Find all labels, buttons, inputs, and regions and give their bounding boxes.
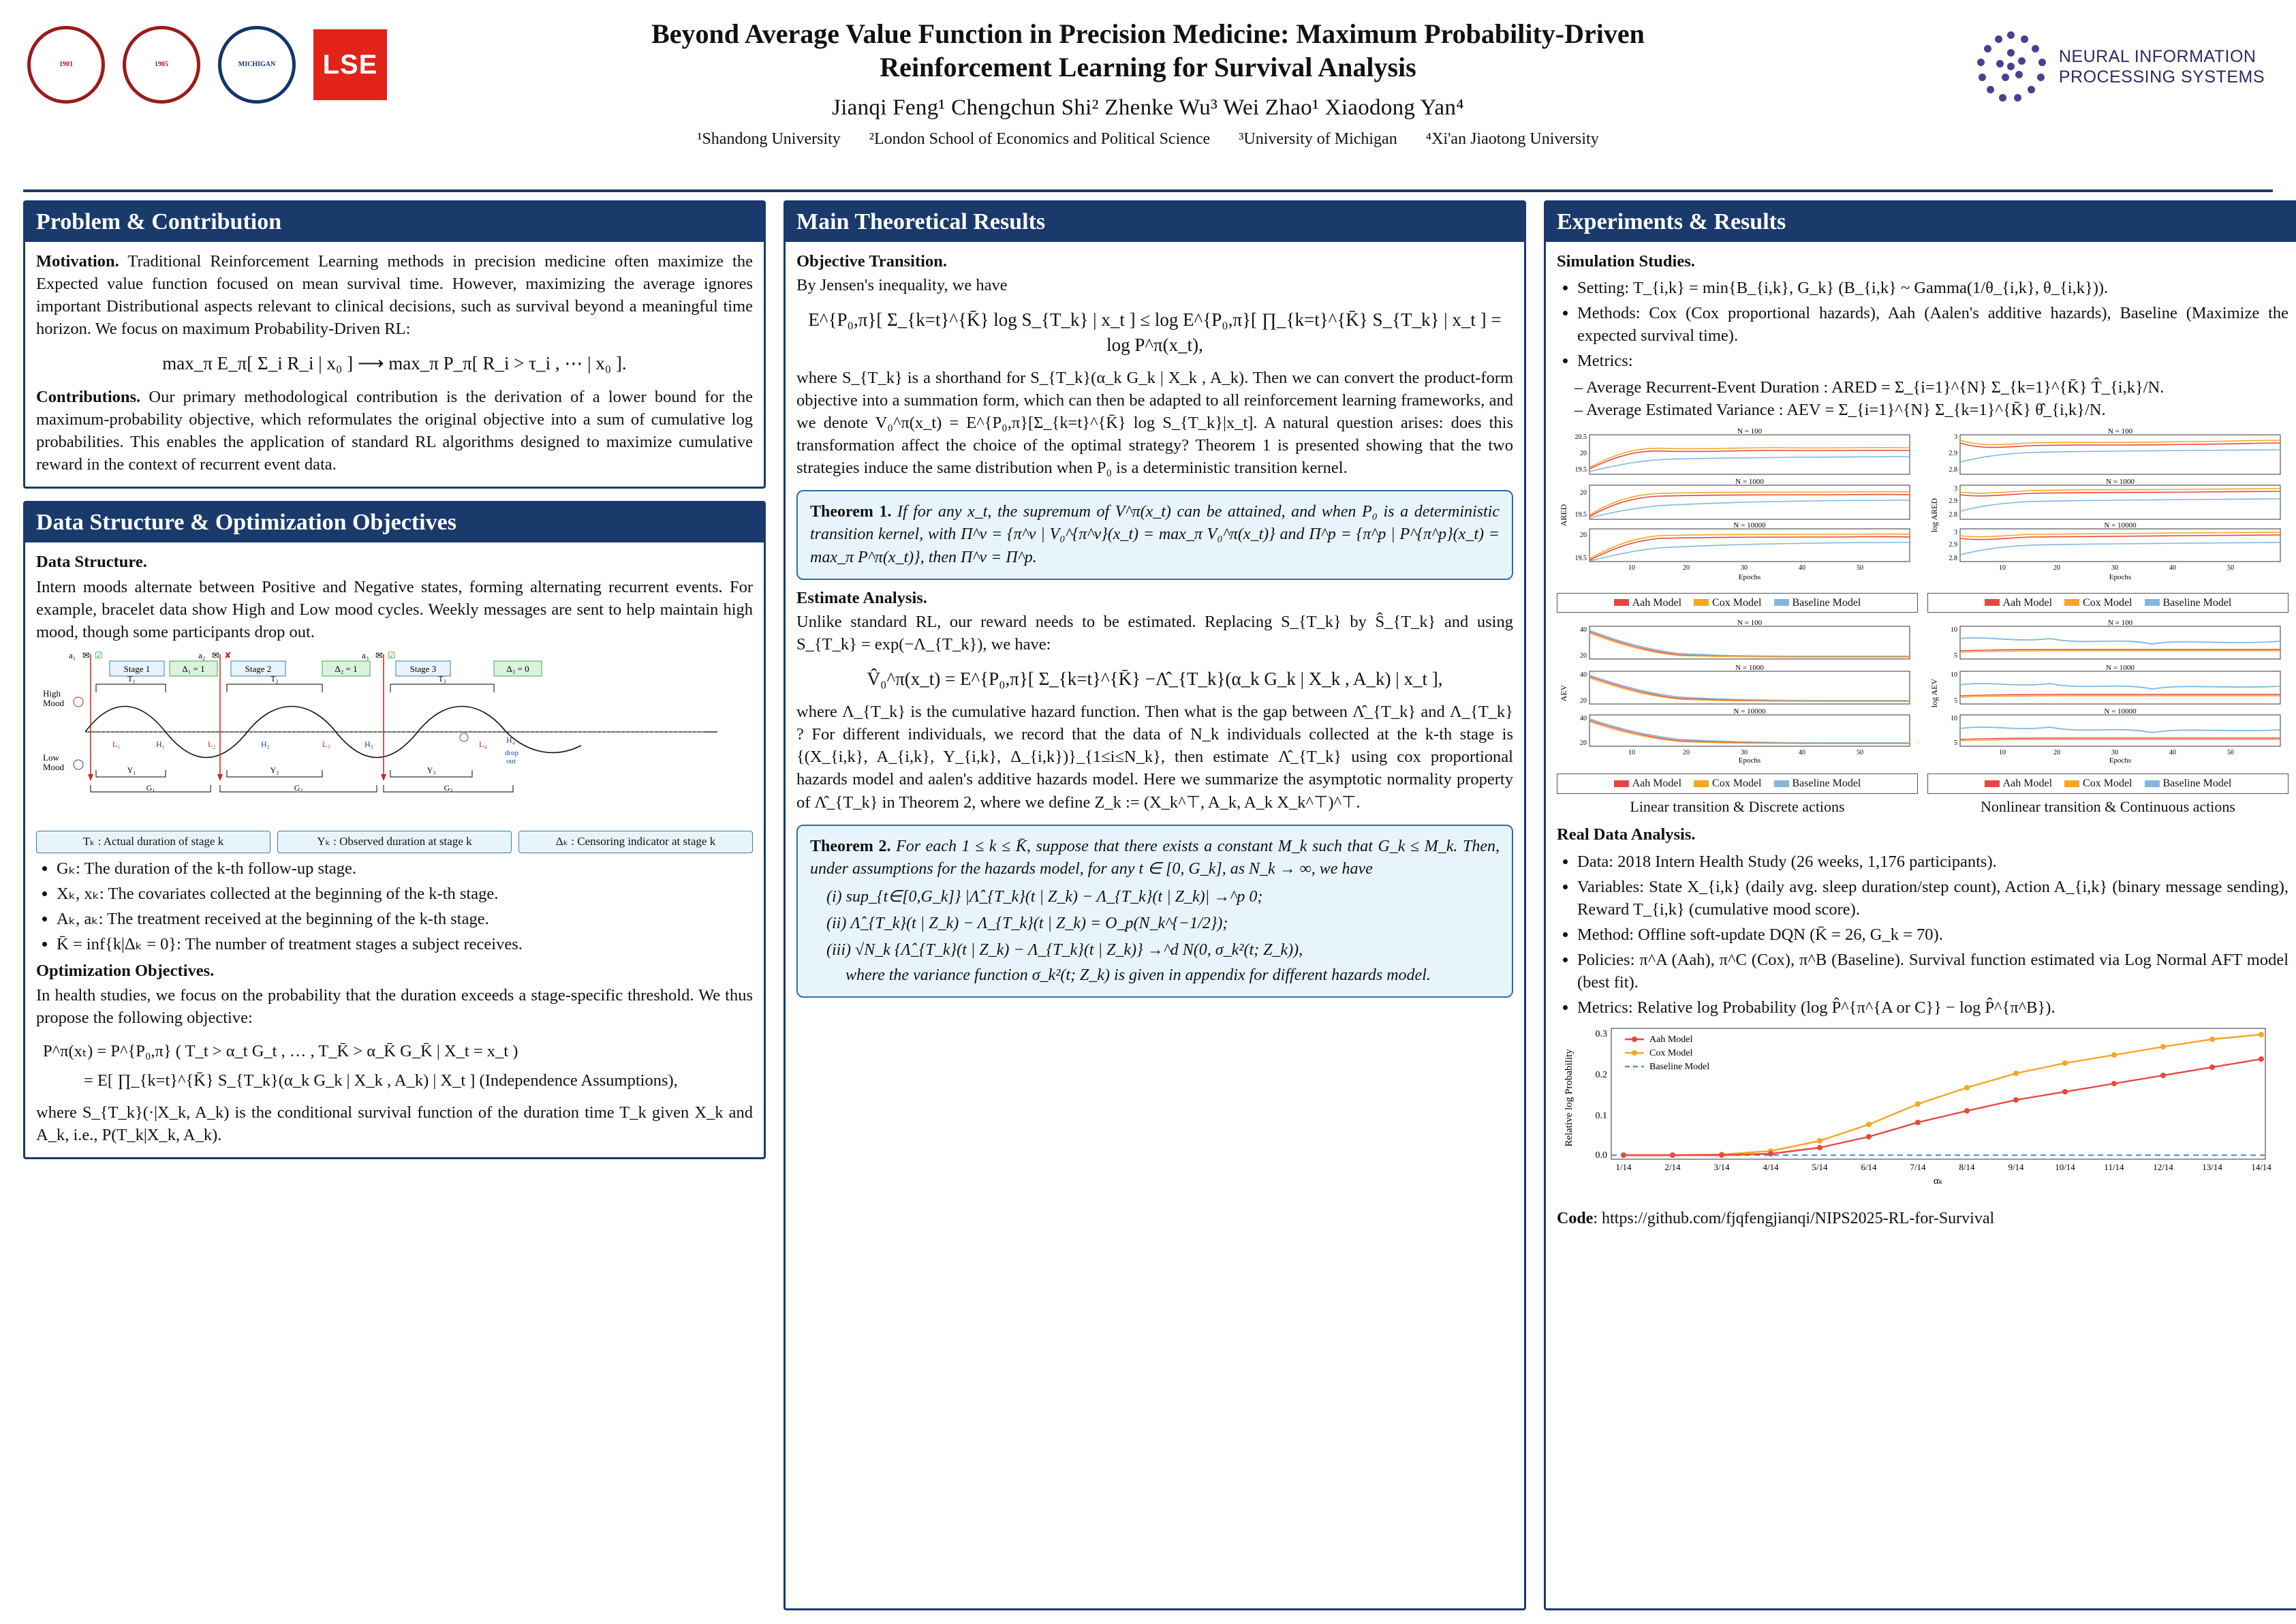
legend-label: Cox Model bbox=[1712, 596, 1762, 609]
legend-aah bbox=[1614, 776, 1681, 791]
svg-text:G₂: G₂ bbox=[294, 783, 303, 793]
simulation-metrics bbox=[1557, 376, 2289, 421]
theorem-2-item-i: (i) sup_{t∈[0,G_k]} |Λ̂_{T_k}(t | Z_k) − Λ_{T_k}(t | Z_k)| →^p 0; bbox=[826, 887, 1263, 906]
svg-text:2/14: 2/14 bbox=[1664, 1161, 1681, 1172]
svg-text:50: 50 bbox=[2227, 749, 2234, 757]
panel-experiments-results bbox=[1544, 200, 2296, 1610]
legend-label: Cox Model bbox=[2083, 596, 2132, 609]
legend-cox bbox=[2064, 776, 2132, 791]
svg-text:a₂: a₂ bbox=[198, 650, 206, 661]
svg-text:Mood: Mood bbox=[43, 762, 65, 773]
lse-logo bbox=[313, 29, 387, 100]
svg-text:H₃: H₃ bbox=[364, 739, 373, 750]
svg-text:4/14: 4/14 bbox=[1763, 1161, 1779, 1172]
code-label: Code bbox=[1557, 1210, 1594, 1227]
legend-logared-nonlinear bbox=[1927, 593, 2289, 613]
neurips-line-2: PROCESSING SYSTEMS bbox=[2058, 67, 2265, 87]
svg-text:20: 20 bbox=[1683, 749, 1690, 757]
svg-text:H₂: H₂ bbox=[261, 739, 270, 750]
affiliation-1: ¹Shandong University bbox=[697, 129, 841, 148]
svg-text:50: 50 bbox=[1857, 749, 1863, 757]
panel-title-experiments: Experiments & Results bbox=[1546, 202, 2296, 242]
panel-title-theory: Main Theoretical Results bbox=[786, 202, 1524, 242]
real-data-label: Real Data Analysis. bbox=[1557, 825, 1696, 844]
legend-item-T: Tₖ : Actual duration of stage k bbox=[36, 831, 270, 853]
objective-transition-label: Objective Transition. bbox=[796, 252, 947, 271]
svg-text:3: 3 bbox=[1954, 485, 1957, 493]
theorem-2-label: Theorem 2. bbox=[810, 837, 891, 855]
list-item: • Xₖ, xₖ: The covariates collected at the beginning of the k-th stage. bbox=[57, 883, 753, 905]
svg-text:10: 10 bbox=[1628, 749, 1635, 757]
svg-text:N = 10000: N = 10000 bbox=[1733, 521, 1766, 530]
svg-text:✘: ✘ bbox=[224, 650, 232, 661]
affiliation-4: ⁴Xi'an Jiaotong University bbox=[1425, 129, 1599, 148]
svg-text:19.5: 19.5 bbox=[1574, 466, 1587, 474]
svg-text:N = 100: N = 100 bbox=[2107, 427, 2133, 436]
estimate-analysis-label: Estimate Analysis. bbox=[796, 588, 927, 607]
affiliation-3: ³University of Michigan bbox=[1239, 129, 1397, 148]
logo-text: LSE bbox=[322, 49, 378, 80]
affiliation-2: ²London School of Economics and Political Science bbox=[869, 129, 1211, 148]
motivation-text: Traditional Reinforcement Learning methods in precision medicine often maximize the Expected value function focused on mean survival time. However, maximizing the average ignores important Distributional aspects relevant to clinical decisions, such as survival beyond a meaningful time horizon. We focus on maximum Probability-Driven RL: bbox=[36, 252, 753, 339]
svg-text:9/14: 9/14 bbox=[2008, 1161, 2024, 1172]
estimate-analysis-text: Unlike standard RL, our reward needs to be estimated. Replacing S_{T_k} by Ŝ_{T_k} and using S_{T_k} = exp(−Λ_{T_k}), we have: bbox=[796, 612, 1513, 654]
svg-text:ARED: ARED bbox=[1559, 504, 1568, 527]
svg-text:2.9: 2.9 bbox=[1949, 541, 1957, 549]
panel-body-problem bbox=[25, 242, 764, 487]
svg-text:40: 40 bbox=[1580, 715, 1587, 723]
estimate-equation: V̂₀^π(x_t) = E^{P₀,π}[ Σ_{k=t}^{K̄} −Λ̂_{T_k}(α_k G_k | X_k , A_k) | x_t ], bbox=[867, 668, 1443, 689]
svg-text:N = 100: N = 100 bbox=[1737, 619, 1763, 628]
legend-baseline bbox=[1774, 596, 1861, 611]
figure-caption-nonlinear: Nonlinear transition & Continuous actions bbox=[1981, 797, 2235, 815]
svg-text:5: 5 bbox=[1954, 697, 1957, 705]
svg-text:Stage 2: Stage 2 bbox=[245, 664, 272, 675]
neurips-wordmark bbox=[2059, 46, 2265, 87]
svg-text:L₃: L₃ bbox=[322, 739, 330, 750]
svg-text:20: 20 bbox=[1580, 739, 1587, 748]
neurips-line-1: NEURAL INFORMATION bbox=[2058, 47, 2256, 66]
svg-text:N = 1000: N = 1000 bbox=[2106, 478, 2135, 487]
theorem-1-label: Theorem 1. bbox=[810, 503, 892, 521]
svg-text:Δ₃ = 0: Δ₃ = 0 bbox=[506, 664, 529, 675]
column-middle bbox=[784, 200, 1526, 1610]
figure-logared-nonlinear bbox=[1927, 427, 2289, 613]
svg-text:14/14: 14/14 bbox=[2251, 1161, 2271, 1172]
svg-text:30: 30 bbox=[2111, 749, 2118, 757]
legend-aev-linear bbox=[1557, 773, 1918, 794]
svg-text:N = 10000: N = 10000 bbox=[2104, 521, 2137, 530]
svg-text:13/14: 13/14 bbox=[2202, 1161, 2222, 1172]
svg-text:Epochs: Epochs bbox=[2109, 756, 2132, 765]
legend-label: Cox Model bbox=[2083, 778, 2132, 790]
svg-text:N = 1000: N = 1000 bbox=[1735, 478, 1764, 487]
svg-text:☑: ☑ bbox=[95, 650, 103, 661]
svg-text:10: 10 bbox=[1951, 715, 1957, 723]
jensen-inequality-equation: E^{P₀,π}[ Σ_{k=t}^{K̄} log S_{T_k} | x_t ] ≤ log E^{P₀,π}[ ∏_{k=t}^{K̄} S_{T_k} | x_t ] = log P^π(x_t), bbox=[808, 309, 1502, 355]
list-item: • Variables: State X_{i,k} (daily avg. sleep duration/step count), Action A_{i,k} (binary message sending), Reward T_{i,k} (cumulative mood score). bbox=[1577, 876, 2289, 921]
svg-text:30: 30 bbox=[1741, 564, 1748, 572]
diagram-legend bbox=[36, 831, 753, 853]
svg-text:Y₂: Y₂ bbox=[270, 765, 279, 776]
svg-text:20: 20 bbox=[1580, 489, 1587, 497]
neurips-logo bbox=[1976, 31, 2265, 102]
svg-text:11/14: 11/14 bbox=[2104, 1161, 2124, 1172]
svg-text:G₃: G₃ bbox=[444, 783, 453, 793]
title-block bbox=[286, 0, 2010, 149]
theorem-1-text: If for any x_t, the supremum of V^π(x_t) can be attained, and when P₀ is a deterministic transition kernel, with Π^v = {π^v | V₀^{π^v}(x_t) = max_π V₀^π(x_t)} and Π^p = {π^p | P^{π^p}(x_t) = max_π P^π(x_t)}, then Π^v = Π^p. bbox=[810, 503, 1500, 566]
svg-text:✉: ✉ bbox=[212, 650, 219, 661]
legend-cox bbox=[2064, 596, 2132, 611]
legend-label: Baseline Model bbox=[2162, 596, 2232, 609]
figure-ared-linear bbox=[1557, 427, 1918, 613]
list-item: • Aₖ, aₖ: The treatment received at the beginning of the k-th stage. bbox=[57, 908, 753, 930]
svg-text:2.9: 2.9 bbox=[1949, 497, 1957, 506]
figure-logaev-nonlinear bbox=[1927, 618, 2289, 816]
figure-caption-linear: Linear transition & Discrete actions bbox=[1630, 797, 1845, 815]
list-item: • Method: Offline soft-update DQN (K̄ = 26, G_k = 70). bbox=[1577, 923, 2289, 946]
logo-text: 1901 bbox=[59, 60, 73, 68]
list-item: • Metrics: bbox=[1577, 350, 2289, 372]
relative-log-probability-svg bbox=[1557, 1023, 2279, 1193]
motivation-label: Motivation. bbox=[36, 252, 119, 271]
panel-body-data-structure bbox=[25, 542, 764, 1157]
panel-body-theory bbox=[786, 242, 1524, 1014]
svg-text:✉: ✉ bbox=[82, 650, 90, 661]
legend-aah bbox=[1985, 776, 2052, 791]
svg-text:AEV: AEV bbox=[1559, 684, 1568, 702]
contributions-label: Contributions. bbox=[36, 387, 141, 406]
svg-text:10: 10 bbox=[1628, 564, 1635, 572]
svg-text:out: out bbox=[506, 757, 516, 766]
logo-text: MICHIGAN bbox=[238, 60, 276, 68]
panel-title-data-structure: Data Structure & Optimization Objectives bbox=[25, 503, 764, 542]
svg-text:10/14: 10/14 bbox=[2055, 1161, 2075, 1172]
svg-text:N = 1000: N = 1000 bbox=[1735, 664, 1764, 673]
svg-text:Epochs: Epochs bbox=[1738, 573, 1761, 582]
optimization-objectives-text: In health studies, we focus on the probability that the duration exceeds a stage-specific threshold. We thus propose the following objective: bbox=[36, 985, 753, 1027]
legend-label: Aah Model bbox=[2002, 778, 2053, 790]
objective-equation-2: = E[ ∏_{k=t}^{K̄} S_{T_k}(α_k G_k | X_k , A_k) | X_t ] (Independence Assumptions), bbox=[84, 1071, 678, 1090]
title-line-2: Reinforcement Learning for Survival Analysis bbox=[880, 51, 1416, 82]
svg-text:L₁: L₁ bbox=[112, 739, 121, 750]
figure-relative-log-probability bbox=[1557, 1023, 2289, 1199]
legend-label: Cox Model bbox=[1712, 778, 1762, 790]
column-left bbox=[23, 200, 766, 1610]
legend-baseline bbox=[2145, 776, 2232, 791]
svg-text:1/14: 1/14 bbox=[1615, 1161, 1632, 1172]
objective-transition-after: where S_{T_k} is a shorthand for S_{T_k}(α_k G_k | X_k , A_k). Then we can convert the product-form objective into a summation form, which can then be adapted to all reinforcement learning frameworks, and we denote V₀^π(x_t) = E^{P₀,π}[Σ_{k=t}^{K̄} log S_{T_k}|x_t]. A natural question arises: does this transformation affect the choice of the optimal strategy? Theorem 1 is presented showing that the two strategies induce the same distribution when P₀ is a deterministic transition kernel. bbox=[796, 369, 1513, 478]
svg-text:☑: ☑ bbox=[388, 650, 396, 661]
svg-text:Baseline Model: Baseline Model bbox=[1649, 1061, 1710, 1072]
svg-text:40: 40 bbox=[1799, 564, 1805, 572]
svg-text:N = 10000: N = 10000 bbox=[2104, 707, 2137, 716]
header-divider bbox=[23, 189, 2273, 192]
svg-text:2.8: 2.8 bbox=[1949, 466, 1957, 474]
svg-text:0.0: 0.0 bbox=[1595, 1150, 1607, 1161]
svg-text:20.5: 20.5 bbox=[1574, 433, 1587, 442]
svg-text:20: 20 bbox=[1683, 564, 1690, 572]
legend-cox bbox=[1694, 776, 1761, 791]
problem-equation: max_π E_π[ Σ_i R_i | x₀ ] ⟶ max_π P_π[ R_i > τ_i , ⋯ | x₀ ]. bbox=[162, 353, 627, 374]
svg-text:N = 100: N = 100 bbox=[2107, 619, 2133, 628]
data-structure-label: Data Structure. bbox=[36, 552, 147, 571]
legend-label: Baseline Model bbox=[1792, 778, 1861, 790]
svg-text:5/14: 5/14 bbox=[1812, 1161, 1828, 1172]
svg-text:Epochs: Epochs bbox=[2109, 573, 2132, 582]
svg-text:a₁: a₁ bbox=[69, 650, 76, 661]
svg-text:20: 20 bbox=[2053, 564, 2060, 572]
theorem-2-item-iii: (iii) √N_k {Λ̂_{T_k}(t | Z_k) − Λ_{T_k}(t | Z_k)} →^d N(0, σ_k²(t; Z_k)), bbox=[826, 941, 1303, 960]
svg-text:Mood: Mood bbox=[43, 698, 65, 709]
panel-title-problem: Problem & Contribution bbox=[25, 202, 764, 242]
logaev-nonlinear-svg bbox=[1927, 618, 2289, 765]
objective-transition-text: By Jensen's inequality, we have bbox=[796, 276, 1008, 295]
svg-text:40: 40 bbox=[1580, 671, 1587, 679]
recurrent-event-diagram bbox=[36, 650, 753, 827]
legend-aah bbox=[1985, 596, 2052, 611]
svg-text:10: 10 bbox=[1999, 564, 2006, 572]
svg-text:12/14: 12/14 bbox=[2153, 1161, 2173, 1172]
list-item: • Policies: π^A (Aah), π^C (Cox), π^B (Baseline). Survival function estimated via Log Normal AFT model (best fit). bbox=[1577, 949, 2289, 994]
svg-text:Y₃: Y₃ bbox=[426, 765, 436, 776]
column-right bbox=[1544, 200, 2296, 1610]
panel-theoretical-results bbox=[784, 200, 1526, 1610]
svg-text:Stage 1: Stage 1 bbox=[123, 664, 151, 675]
svg-text:3: 3 bbox=[1954, 433, 1957, 442]
legend-aah bbox=[1614, 596, 1681, 611]
svg-text:50: 50 bbox=[1857, 564, 1863, 572]
poster-title bbox=[286, 18, 2010, 85]
svg-text:Relative log Probability: Relative log Probability bbox=[1564, 1049, 1574, 1147]
svg-text:T₂: T₂ bbox=[270, 674, 279, 684]
svg-text:10: 10 bbox=[1951, 626, 1957, 634]
svg-text:20: 20 bbox=[1580, 652, 1587, 660]
list-item: • Gₖ: The duration of the k-th follow-up stage. bbox=[57, 857, 753, 880]
legend-label: Aah Model bbox=[1632, 596, 1682, 609]
logo-row bbox=[27, 26, 387, 104]
svg-text:0.2: 0.2 bbox=[1595, 1069, 1607, 1080]
svg-text:20: 20 bbox=[1580, 532, 1587, 540]
svg-text:20: 20 bbox=[1580, 450, 1587, 458]
figure-aev-linear bbox=[1557, 618, 1918, 816]
svg-text:αₖ: αₖ bbox=[1933, 1175, 1944, 1186]
list-item: • Data: 2018 Intern Health Study (26 weeks, 1,176 participants). bbox=[1577, 851, 2289, 873]
svg-text:L₄: L₄ bbox=[479, 739, 487, 750]
poster-columns bbox=[23, 200, 2289, 1610]
theorem-2-intro: For each 1 ≤ k ≤ K̄, suppose that there exists a constant M_k such that G_k ≤ M_k. Then, under assumptions for the hazards model, for any t ∈ [0, G_k], as N_k → ∞, we have bbox=[810, 837, 1500, 878]
svg-text:2.8: 2.8 bbox=[1949, 511, 1957, 519]
cufe-logo bbox=[123, 26, 200, 104]
svg-text:40: 40 bbox=[2169, 564, 2176, 572]
svg-text:N = 10000: N = 10000 bbox=[1733, 707, 1766, 716]
svg-text:Aah Model: Aah Model bbox=[1649, 1034, 1693, 1045]
svg-text:2.9: 2.9 bbox=[1949, 450, 1957, 458]
logo-text: 1905 bbox=[155, 60, 168, 68]
svg-text:8/14: 8/14 bbox=[1959, 1161, 1975, 1172]
theorem-2-tail: where the variance function σ_k²(t; Z_k) is given in appendix for different hazards model. bbox=[846, 966, 1431, 985]
real-data-bullets bbox=[1557, 851, 2289, 1019]
poster-header bbox=[0, 0, 2296, 184]
legend-label: Aah Model bbox=[1632, 778, 1682, 790]
legend-item-delta: Δₖ : Censoring indicator at stage k bbox=[518, 831, 753, 853]
svg-text:2.8: 2.8 bbox=[1949, 555, 1957, 563]
neurips-dots-icon bbox=[1976, 31, 2047, 102]
svg-text:5: 5 bbox=[1954, 652, 1957, 660]
svg-text:a₃: a₃ bbox=[362, 650, 369, 661]
svg-text:5: 5 bbox=[1954, 739, 1957, 748]
legend-label: Baseline Model bbox=[2162, 778, 2232, 790]
legend-baseline bbox=[2145, 596, 2232, 611]
svg-text:Y₁: Y₁ bbox=[127, 765, 136, 776]
panel-problem-contribution bbox=[23, 200, 766, 489]
legend-label: Baseline Model bbox=[1792, 596, 1861, 609]
svg-text:10: 10 bbox=[1999, 749, 2006, 757]
simulation-figures-ared bbox=[1557, 427, 2289, 613]
list-item: • Metrics: Relative log Probability (log P̂^{π^{A or C}} − log P̂^{π^B}). bbox=[1577, 996, 2289, 1019]
list-item: • Methods: Cox (Cox proportional hazards), Aah (Aalen's additive hazards), Baseline (Maximize the expected survival time). bbox=[1577, 302, 2289, 347]
legend-ared-linear bbox=[1557, 593, 1918, 613]
svg-text:T₃: T₃ bbox=[438, 674, 446, 684]
logared-nonlinear-svg bbox=[1927, 427, 2289, 583]
list-item: – Average Recurrent-Event Duration : ARED = Σ_{i=1}^{N} Σ_{k=1}^{K̄} T̂_{i,k}/N. bbox=[1574, 376, 2289, 399]
svg-text:L₂: L₂ bbox=[208, 739, 216, 750]
legend-baseline bbox=[1774, 776, 1861, 791]
svg-text:Cox Model: Cox Model bbox=[1649, 1047, 1693, 1058]
svg-text:10: 10 bbox=[1951, 671, 1957, 679]
objective-equation-1: P^π(xₜ) = P^{P₀,π} ( T_t > α_t G_t , … , T_K̄ > α_K̄ G_K̄ | X_t = x_t ) bbox=[43, 1041, 518, 1060]
svg-text:G₁: G₁ bbox=[146, 783, 155, 793]
svg-text:Δ₁ = 1: Δ₁ = 1 bbox=[182, 664, 205, 675]
theorem-1-box bbox=[796, 490, 1513, 579]
estimate-analysis-after: where Λ_{T_k} is the cumulative hazard function. Then what is the gap between Λ̂_{T_k} and Λ_{T_k} ? For different individuals, we record that the data of N_k individuals collected at the k-th stage is {(X_{i,k}, A_{i,k}, Y_{i,k}, Δ_{i,k})}_{1≤i≤N_k}, then estimate Λ̂_{T_k} using cox proportional hazards model and aalen's additive hazards model. Here we summarize the asymptotic normality property of Λ̂_{T_k} in Theorem 2, where we define Z_k := (X_k^⊤, A_k, A_k X_k^⊤)^⊤. bbox=[796, 703, 1513, 812]
optimization-objectives-label: Optimization Objectives. bbox=[36, 962, 215, 981]
simulation-figures-aev bbox=[1557, 618, 2289, 816]
svg-text:3/14: 3/14 bbox=[1713, 1161, 1730, 1172]
svg-text:Stage 3: Stage 3 bbox=[409, 664, 437, 675]
data-structure-bullets bbox=[36, 857, 753, 955]
svg-text:30: 30 bbox=[1741, 749, 1748, 757]
legend-logaev-nonlinear bbox=[1927, 773, 2289, 794]
simulation-bullets bbox=[1557, 277, 2289, 372]
svg-text:40: 40 bbox=[1799, 749, 1805, 757]
shandong-university-logo bbox=[27, 26, 105, 104]
code-link-row: Code: https://github.com/fjqfengjianqi/NIPS2025-RL-for-Survival bbox=[1557, 1210, 1995, 1227]
theorem-2-item-ii: (ii) Λ̂_{T_k}(t | Z_k) − Λ_{T_k}(t | Z_k) = O_p(N_k^{−1/2}); bbox=[826, 914, 1228, 932]
title-line-1: Beyond Average Value Function in Precision Medicine: Maximum Probability-Driven bbox=[651, 18, 1645, 49]
svg-text:✉: ✉ bbox=[375, 650, 383, 661]
affiliation-list bbox=[286, 130, 2010, 149]
svg-text:High: High bbox=[43, 688, 61, 699]
svg-text:0.1: 0.1 bbox=[1595, 1110, 1607, 1121]
list-item: • K̄ = inf{k|Δₖ = 0}: The number of treatment stages a subject receives. bbox=[57, 933, 753, 955]
panel-body-experiments bbox=[1546, 242, 2296, 1240]
svg-text:30: 30 bbox=[2111, 564, 2118, 572]
university-of-michigan-logo bbox=[218, 26, 296, 104]
ared-linear-svg bbox=[1557, 427, 1918, 583]
list-item: – Average Estimated Variance : AEV = Σ_{i=1}^{N} Σ_{k=1}^{K̄} θ̂_{i,k}/N. bbox=[1574, 399, 2289, 421]
svg-text:40: 40 bbox=[2169, 749, 2176, 757]
objective-tail-text: where S_{T_k}(·|X_k, A_k) is the conditional survival function of the duration time T_k given X_k and A_k, i.e., P(T_k|X_k, A_k). bbox=[36, 1103, 753, 1144]
list-item: • Setting: T_{i,k} = min{B_{i,k}, G_k} (B_{i,k} ~ Gamma(1/θ_{i,k}, θ_{i,k})). bbox=[1577, 277, 2289, 299]
svg-text:7/14: 7/14 bbox=[1910, 1161, 1926, 1172]
svg-text:19.5: 19.5 bbox=[1574, 511, 1587, 519]
svg-text:19.5: 19.5 bbox=[1574, 555, 1587, 563]
data-structure-text: Intern moods alternate between Positive and Negative states, forming alternating recurrent events. For example, bracelet data show High and Low mood cycles. Weekly messages are sent to help maintain high mood, though some participants drop out. bbox=[36, 578, 753, 642]
svg-text:T₁: T₁ bbox=[127, 674, 136, 684]
legend-item-Y: Yₖ : Observed duration at stage k bbox=[277, 831, 512, 853]
svg-text:3: 3 bbox=[1954, 529, 1957, 537]
svg-text:6/14: 6/14 bbox=[1861, 1161, 1877, 1172]
panel-data-structure bbox=[23, 501, 766, 1159]
svg-text:drop: drop bbox=[505, 749, 519, 758]
svg-text:Epochs: Epochs bbox=[1738, 756, 1761, 765]
contributions-text: Our primary methodological contribution is the derivation of a lower bound for the maximum-probability objective, which reformulates the original objective into a sum of cumulative log probabilities. This enables the application of standard RL algorithms designed to maximize cumulative reward in the context of recurrent event data. bbox=[36, 387, 753, 474]
legend-label: Aah Model bbox=[2002, 596, 2053, 609]
svg-text:log ARED: log ARED bbox=[1929, 498, 1939, 533]
simulation-studies-label: Simulation Studies. bbox=[1557, 252, 1695, 271]
aev-linear-svg bbox=[1557, 618, 1918, 765]
svg-text:H₄: H₄ bbox=[506, 735, 515, 746]
code-url[interactable]: https://github.com/fjqfengjianqi/NIPS2025-RL-for-Survival bbox=[1602, 1210, 1995, 1227]
svg-text:Δ₂ = 1: Δ₂ = 1 bbox=[335, 664, 358, 675]
legend-cox bbox=[1694, 596, 1761, 611]
svg-text:N = 1000: N = 1000 bbox=[2106, 664, 2135, 673]
svg-text:50: 50 bbox=[2227, 564, 2234, 572]
svg-text:log AEV: log AEV bbox=[1929, 678, 1939, 708]
svg-text:20: 20 bbox=[1580, 697, 1587, 705]
svg-text:40: 40 bbox=[1580, 626, 1587, 634]
svg-text:0.3: 0.3 bbox=[1595, 1028, 1607, 1039]
svg-text:Low: Low bbox=[43, 752, 59, 763]
theorem-2-box bbox=[796, 825, 1513, 998]
svg-text:20: 20 bbox=[2053, 749, 2060, 757]
svg-text:H₁: H₁ bbox=[156, 739, 165, 750]
svg-text:N = 100: N = 100 bbox=[1737, 427, 1763, 436]
author-list: Jianqi Feng¹ Chengchun Shi² Zhenke Wu³ Wei Zhao¹ Xiaodong Yan⁴ bbox=[832, 95, 1464, 120]
